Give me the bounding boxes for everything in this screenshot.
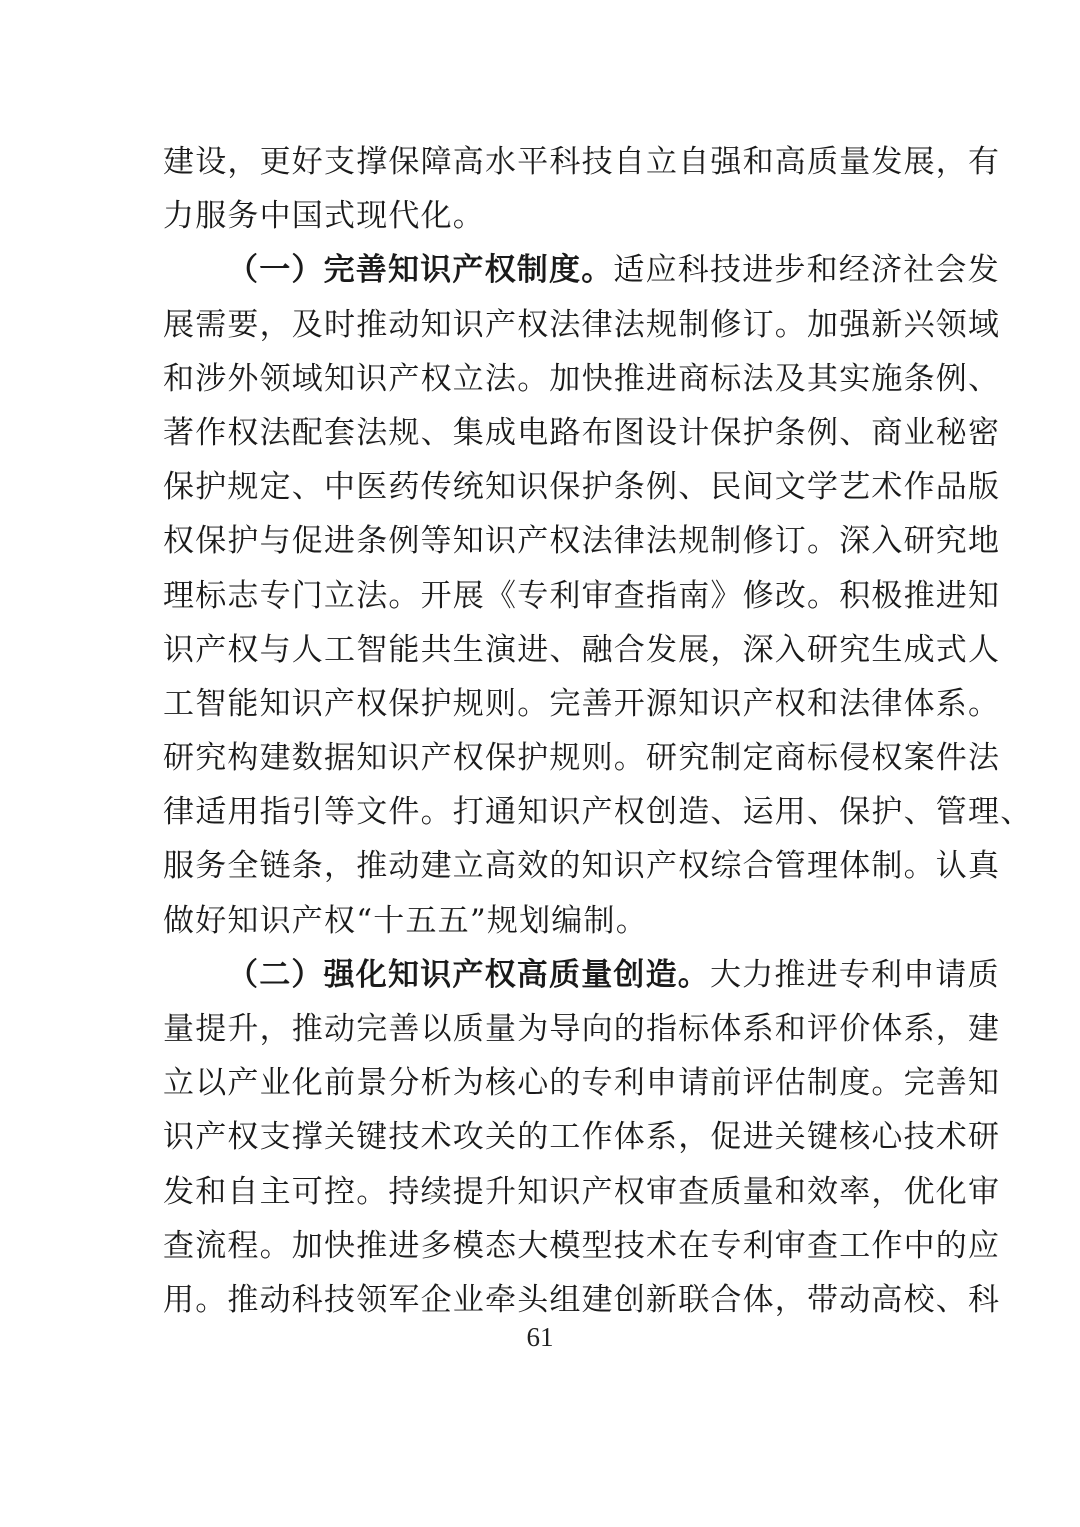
text-line: 用。推动科技领军企业牵头组建创新联合体，带动高校、科 [163,1281,1001,1318]
section-heading-line: （二）强化知识产权高质量创造。大力推进专利申请质 [227,956,1000,993]
text-line: 识产权与人工智能共生演进、融合发展，深入研究生成式人 [163,631,1001,668]
section-heading-line: （一）完善知识产权制度。适应科技进步和经济社会发 [227,252,1000,289]
section-heading: （二）强化知识产权高质量创造。 [227,956,710,993]
text-line: 研究构建数据知识产权保护规则。研究制定商标侵权案件法 [163,740,1001,777]
text-line: 建设，更好支撑保障高水平科技自立自强和高质量发展，有 [163,144,1001,180]
text-line: 理标志专门立法。开展《专利审查指南》修改。积极推进知 [163,577,1001,614]
text-line: 著作权法配套法规、集成电路布图设计保护条例、商业秘密 [163,414,1001,451]
text-line: 力服务中国式现代化。 [163,198,485,235]
section-heading: （一）完善知识产权制度。 [227,252,614,289]
text-line: 展需要，及时推动知识产权法律法规制修订。加强新兴领域 [163,306,1001,343]
text-line: 律适用指引等文件。打通知识产权创造、运用、保护、管理、 [163,794,1033,831]
text-line: 立以产业化前景分析为核心的专利申请前评估制度。完善知 [163,1065,1001,1102]
text-line: 工智能知识产权保护规则。完善开源知识产权和法律体系。 [163,685,1001,722]
page-number: 61 [526,1322,554,1352]
text-line: 保护规定、中医药传统知识保护条例、民间文学艺术作品版 [163,469,1001,506]
text-line: 发和自主可控。持续提升知识产权审查质量和效率，优化审 [163,1173,1001,1210]
document-body [163,135,1033,1327]
text-line: 识产权支撑关键技术攻关的工作体系，促进关键核心技术研 [163,1119,1001,1156]
text-line: 服务全链条，推动建立高效的知识产权综合管理体制。认真 [163,848,1001,885]
text-line: 量提升，推动完善以质量为导向的指标体系和评价体系，建 [163,1011,1001,1047]
text-line: 权保护与促进条例等知识产权法律法规制修订。深入研究地 [163,523,1001,560]
text-line: 查流程。加快推进多模态大模型技术在专利审查工作中的应 [163,1227,1001,1264]
text-line: 做好知识产权“十五五”规划编制。 [163,902,648,939]
text-line: 和涉外领域知识产权立法。加快推进商标法及其实施条例、 [163,360,1001,397]
